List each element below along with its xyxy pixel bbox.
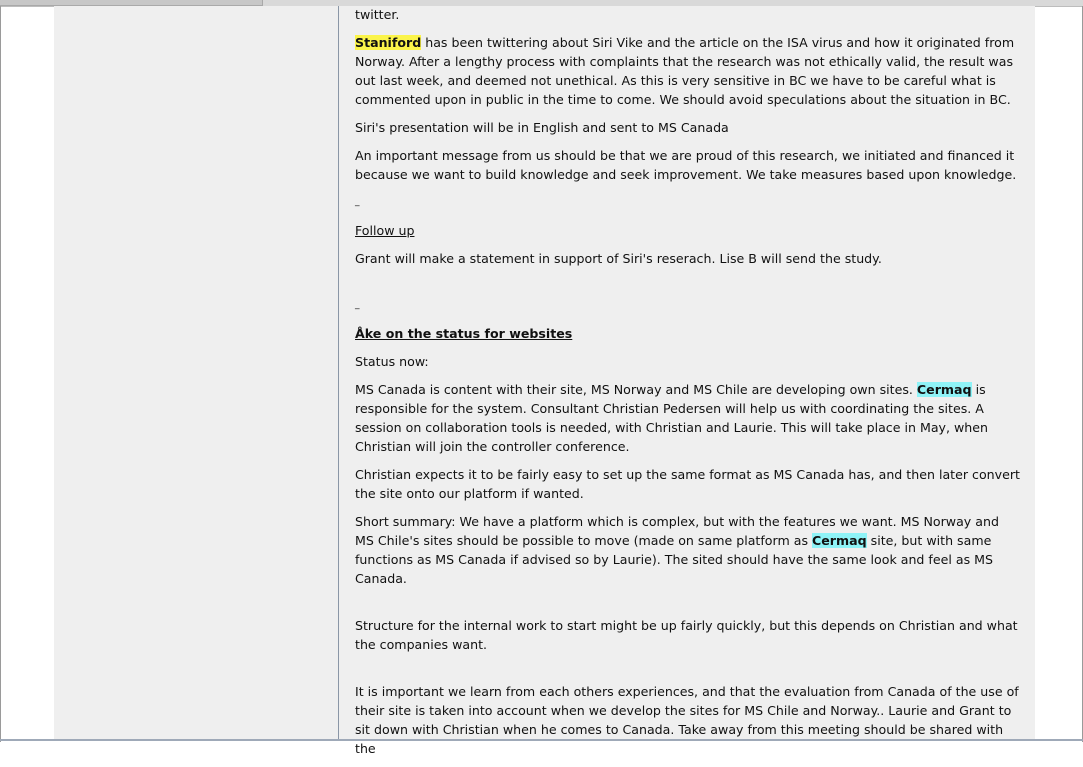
paragraph-structure: Structure for the internal work to start might be up fairly quickly, but this depends on Christian and what the companies want. [355, 618, 1018, 652]
paragraph-summary [355, 512, 1020, 588]
paragraph-grant: Grant will make a statement in support of Siri's reserach. Lise B will send the study. [355, 251, 882, 266]
paragraph-presentation: Siri's presentation will be in English and sent to MS Canada [355, 120, 729, 135]
followup-heading: Follow up [355, 223, 415, 238]
blank-line-2 [355, 597, 1020, 616]
paragraph-summary-after: site, but with same functions as MS Canada if advised so by Laurie). The sited should have the same look and feel as MS Canada. [355, 533, 994, 586]
column-divider [338, 6, 339, 740]
window-left-border [0, 6, 1, 742]
paragraph-mscanada-after: is responsible for the system. Consultant Christian Pedersen will help us with coordinating the sites. A session on collaboration tools is needed, with Christian and Laurie. This will take place in May, when Christian will join the controller conference. [355, 382, 989, 454]
paragraph-mscanada [355, 380, 1020, 456]
highlight-staniford: Staniford [355, 35, 422, 50]
paragraph-christian: Christian expects it to be fairly easy to set up the same format as MS Canada has, and then later convert the site onto our platform if wanted. [355, 467, 1020, 501]
document-body [355, 5, 1020, 767]
window-bottom-border [0, 739, 1083, 741]
paragraph-staniford-text: has been twittering about Siri Vike and the article on the ISA virus and how it originated from Norway. After a lengthy process with complaints that the research was not ethically valid, the result was out last week, and deemed not unethical. As this is very sensitive in BC we have to be careful what is commented upon in public in the time to come. We should avoid speculations about the situation in BC. [355, 35, 1015, 107]
paragraph-status: Status now: [355, 354, 429, 369]
separator-dash-2: _ [355, 300, 360, 310]
blank-line [355, 277, 1020, 296]
highlight-cermaq: Cermaq [916, 382, 972, 397]
paragraph-important: It is important we learn from each others experiences, and that the evaluation from Canada of the use of their site is taken into account when we develop the sites for MS Chile and Norway.. Laurie and Grant to sit down with Christian when he comes to Canada. Take away from this meeting should be shared with the [355, 684, 1019, 756]
paragraph-mscanada-before: MS Canada is content with their site, MS Norway and MS Chile are developing own sites. [355, 382, 917, 397]
blank-line-3 [355, 663, 1020, 682]
highlight-cermaq-2: Cermaq [812, 533, 867, 548]
paragraph-staniford [355, 33, 1020, 109]
left-margin-column [54, 6, 338, 740]
paragraph-summary-before: Short summary: We have a platform which is complex, but with the features we want. MS Norway and MS Chile's sites should be possible to move (made on same platform as [355, 514, 999, 548]
separator-dash: _ [355, 197, 360, 207]
paragraph-twitter: twitter. [355, 7, 400, 22]
section-heading-websites: Åke on the status for websites [355, 326, 573, 341]
paragraph-message: An important message from us should be that we are proud of this research, we initiated and financed it because we want to build knowledge and seek improvement. We take measures based upon knowledge. [355, 148, 1017, 182]
